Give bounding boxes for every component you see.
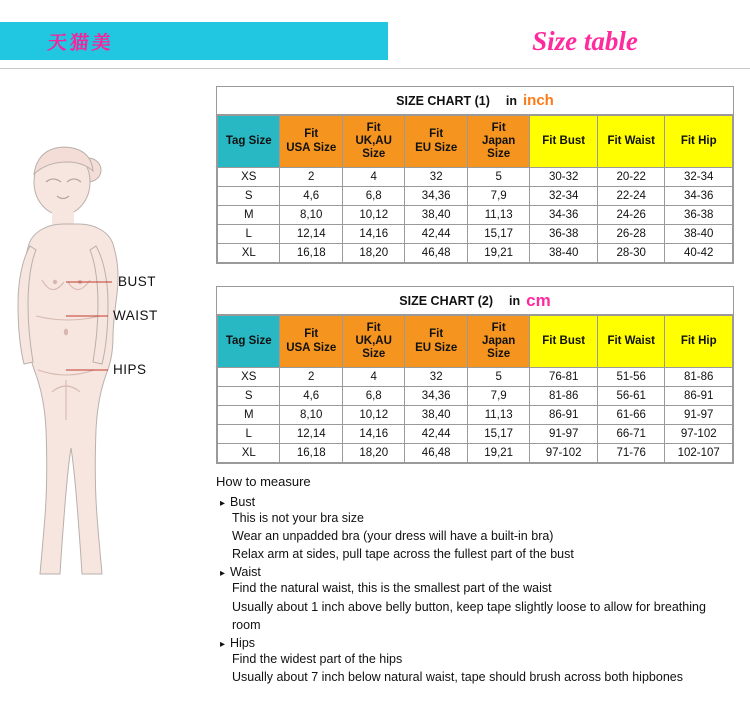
body-measurement-figure (0, 120, 210, 680)
cell-value: 42,44 (405, 425, 467, 444)
cell-value: 56-61 (597, 387, 665, 406)
cell-value: 15,17 (467, 425, 529, 444)
column-header-line: Tag Size (225, 134, 272, 147)
column-header-7 (665, 316, 733, 368)
column-header-line: Size (487, 348, 511, 361)
cell-value: 14,16 (342, 225, 404, 244)
column-header-line: Fit Bust (542, 334, 586, 347)
how-to-group (216, 636, 736, 686)
column-header-line: Fit Bust (542, 134, 586, 147)
table-row (218, 187, 733, 206)
how-to-line: This is not your bra size (232, 511, 364, 525)
column-header-0 (218, 316, 280, 368)
cell-value: 38-40 (530, 244, 598, 263)
cell-value: 11,13 (467, 406, 529, 425)
how-to-line: Wear an unpadded bra (your dress will have a built-in bra) (232, 529, 554, 544)
cell-value: 4 (342, 168, 404, 187)
column-header-line: USA Size (286, 341, 337, 354)
column-header-line: Fit Waist (607, 134, 655, 147)
cell-tag-size: XL (218, 244, 280, 263)
column-header-line: Tag Size (225, 334, 272, 347)
cell-value: 4 (342, 368, 404, 387)
cell-value: 86-91 (665, 387, 733, 406)
cell-value: 71-76 (597, 444, 665, 463)
size-chart-1 (216, 86, 734, 264)
column-header-5 (530, 116, 598, 168)
cell-value: 26-28 (597, 225, 665, 244)
size-chart-2-in-word: in (509, 293, 521, 308)
size-chart-1-unit: inch (523, 92, 554, 109)
cell-value: 38,40 (405, 206, 467, 225)
cell-value: 5 (467, 368, 529, 387)
cell-value: 2 (280, 368, 342, 387)
cell-value: 61-66 (597, 406, 665, 425)
cell-value: 6,8 (342, 387, 404, 406)
table-row (218, 368, 733, 387)
column-header-line: Size (487, 148, 511, 161)
cell-value: 91-97 (530, 425, 598, 444)
cell-value: 46,48 (405, 244, 467, 263)
cell-value: 4,6 (280, 187, 342, 206)
cell-value: 42,44 (405, 225, 467, 244)
cell-value: 81-86 (665, 368, 733, 387)
cell-value: 46,48 (405, 444, 467, 463)
cell-value: 15,17 (467, 225, 529, 244)
table-row (218, 244, 733, 263)
cell-tag-size: M (218, 406, 280, 425)
cell-value: 12,14 (280, 225, 342, 244)
table-row (218, 387, 733, 406)
cell-tag-size: XS (218, 368, 280, 387)
cell-tag-size: L (218, 225, 280, 244)
table-header-row (218, 316, 733, 368)
column-header-line: Fit Hip (680, 334, 717, 347)
cell-value: 24-26 (597, 206, 665, 225)
column-header-line: Japan (482, 334, 516, 347)
size-chart-1-in-word: in (505, 93, 517, 108)
cell-value: 81-86 (530, 387, 598, 406)
cell-value: 38,40 (405, 406, 467, 425)
column-header-4 (467, 316, 529, 368)
how-to-measure-section (216, 474, 736, 688)
column-header-line: EU Size (415, 141, 458, 154)
cell-value: 51-56 (597, 368, 665, 387)
column-header-4 (467, 116, 529, 168)
column-header-3 (405, 116, 467, 168)
cell-value: 14,16 (342, 425, 404, 444)
size-chart-2 (216, 286, 734, 464)
label-bust: BUST (118, 274, 157, 289)
how-to-line: Usually about 1 inch above belly button, keep tape slightly loose to allow for breathing room (232, 599, 706, 632)
cell-value: 34,36 (405, 387, 467, 406)
column-header-line: Fit (366, 321, 381, 334)
size-chart-1-title-text: SIZE CHART (1) (396, 93, 490, 108)
column-header-line: USA Size (286, 141, 337, 154)
cell-tag-size: M (218, 206, 280, 225)
how-to-line: Find the natural waist, this is the smallest part of the waist (232, 581, 552, 596)
cell-value: 16,18 (280, 444, 342, 463)
column-header-0 (218, 116, 280, 168)
page-title: Size table (532, 25, 638, 56)
size-chart-1-title (217, 87, 733, 115)
how-to-line: Find the widest part of the hips (232, 651, 403, 666)
size-chart-1-table (217, 115, 733, 263)
column-header-5 (530, 316, 598, 368)
column-header-line: Fit Hip (680, 134, 717, 147)
cell-value: 97-102 (665, 425, 733, 444)
how-to-group (216, 495, 736, 563)
cell-value: 40-42 (665, 244, 733, 263)
how-to-line: Relax arm at sides, pull tape across the fullest part of the bust (232, 547, 574, 562)
column-header-line: Fit Waist (607, 334, 655, 347)
cell-value: 30-32 (530, 168, 598, 187)
column-header-line: Japan (482, 134, 516, 147)
brand-logo: 天猫美 (46, 32, 115, 54)
column-header-1 (280, 316, 342, 368)
cell-value: 20-22 (597, 168, 665, 187)
cell-value: 16,18 (280, 244, 342, 263)
cell-value: 7,9 (467, 387, 529, 406)
table-body (218, 168, 733, 263)
table-row (218, 168, 733, 187)
column-header-7 (665, 116, 733, 168)
table-row (218, 406, 733, 425)
how-to-bullet-title: ▸ Hips (220, 636, 736, 650)
how-to-measure-heading: How to measure (216, 474, 311, 489)
column-header-line: Fit (429, 328, 444, 341)
cell-tag-size: XL (218, 444, 280, 463)
cell-value: 66-71 (597, 425, 665, 444)
cell-value: 19,21 (467, 444, 529, 463)
label-waist: WAIST (113, 308, 158, 323)
cell-value: 76-81 (530, 368, 598, 387)
cell-value: 102-107 (665, 444, 733, 463)
cell-tag-size: XS (218, 168, 280, 187)
column-header-6 (597, 116, 665, 168)
cell-value: 32-34 (665, 168, 733, 187)
how-to-bullet-title: ▸ Waist (220, 565, 736, 579)
cell-value: 86-91 (530, 406, 598, 425)
column-header-line: Fit (491, 121, 506, 134)
column-header-line: Fit (429, 128, 444, 141)
how-to-bullet-title: ▸ Bust (220, 495, 736, 509)
column-header-line: UK,AU (355, 134, 392, 147)
cell-tag-size: S (218, 187, 280, 206)
page-header (0, 22, 750, 60)
cell-value: 12,14 (280, 425, 342, 444)
size-chart-2-unit: cm (526, 290, 551, 310)
column-header-line: Size (362, 348, 386, 361)
cell-value: 32-34 (530, 187, 598, 206)
how-to-measure-groups (216, 495, 736, 686)
cell-value: 18,20 (342, 244, 404, 263)
cell-value: 34,36 (405, 187, 467, 206)
column-header-line: Fit (304, 328, 319, 341)
cell-value: 8,10 (280, 206, 342, 225)
column-header-3 (405, 316, 467, 368)
cell-value: 34-36 (665, 187, 733, 206)
column-header-1 (280, 116, 342, 168)
column-header-line: Size (362, 148, 386, 161)
cell-value: 38-40 (665, 225, 733, 244)
cell-value: 34-36 (530, 206, 598, 225)
how-to-line: Usually about 7 inch below natural waist, tape should brush across both hipbones (232, 669, 683, 684)
cell-value: 2 (280, 168, 342, 187)
table-row (218, 225, 733, 244)
cell-value: 32 (405, 168, 467, 187)
cell-value: 28-30 (597, 244, 665, 263)
cell-value: 8,10 (280, 406, 342, 425)
cell-value: 22-24 (597, 187, 665, 206)
table-body (218, 368, 733, 463)
cell-tag-size: S (218, 387, 280, 406)
cell-value: 10,12 (342, 206, 404, 225)
label-hips: HIPS (113, 362, 147, 377)
how-to-group (216, 565, 736, 633)
column-header-2 (342, 116, 404, 168)
table-row (218, 444, 733, 463)
cell-value: 6,8 (342, 187, 404, 206)
cell-value: 5 (467, 168, 529, 187)
column-header-line: Fit (366, 121, 381, 134)
cell-value: 4,6 (280, 387, 342, 406)
column-header-line: UK,AU (355, 334, 392, 347)
size-chart-2-title-text: SIZE CHART (2) (399, 293, 494, 308)
table-row (218, 425, 733, 444)
female-body-silhouette-icon (0, 120, 210, 680)
cell-value: 11,13 (467, 206, 529, 225)
cell-value: 32 (405, 368, 467, 387)
column-header-6 (597, 316, 665, 368)
cell-value: 36-38 (665, 206, 733, 225)
column-header-line: Fit (304, 128, 319, 141)
column-header-2 (342, 316, 404, 368)
cell-value: 36-38 (530, 225, 598, 244)
cell-value: 18,20 (342, 444, 404, 463)
column-header-line: EU Size (415, 341, 458, 354)
cell-value: 91-97 (665, 406, 733, 425)
column-header-line: Fit (491, 321, 506, 334)
table-header-row (218, 116, 733, 168)
cell-value: 19,21 (467, 244, 529, 263)
cell-value: 10,12 (342, 406, 404, 425)
cell-tag-size: L (218, 425, 280, 444)
table-row (218, 206, 733, 225)
size-chart-2-table (217, 315, 733, 463)
size-chart-2-title (217, 287, 733, 315)
cell-value: 7,9 (467, 187, 529, 206)
header-divider (0, 68, 750, 69)
cell-value: 97-102 (530, 444, 598, 463)
